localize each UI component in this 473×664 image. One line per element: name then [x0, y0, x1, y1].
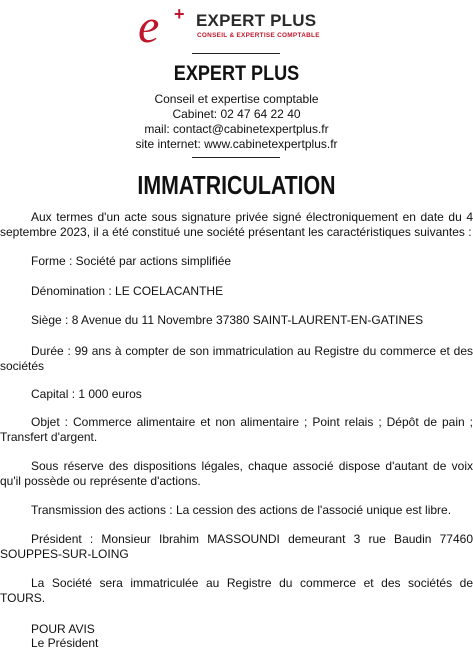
paragraph-form: Forme : Société par actions simplifiée — [31, 254, 232, 268]
notice-title: IMMATRICULATION — [137, 170, 336, 200]
paragraph-duration: Durée : 99 ans à compter de son immatriculation au Registre du commerce et des sociétés — [0, 344, 473, 373]
divider-bottom — [192, 157, 280, 158]
closing-for-notice: POUR AVIS — [31, 622, 95, 636]
paragraph-purpose: Objet : Commerce alimentaire et non alimentaire ; Point relais ; Dépôt de pain ; Transfert d'argent. — [0, 415, 473, 444]
svg-text:+: + — [174, 4, 185, 24]
firm-description: Conseil et expertise comptable — [154, 92, 319, 106]
company-logo — [136, 4, 341, 44]
paragraph-headquarters: Siège : 8 Avenue du 11 Novembre 37380 SAINT-LAURENT-EN-GATINES — [31, 313, 424, 327]
paragraph-transfer: Transmission des actions : La cession des actions de l'associé unique est libre. — [31, 503, 452, 517]
firm-title: EXPERT PLUS — [173, 62, 300, 85]
logo-name: EXPERT PLUS — [196, 11, 317, 30]
logo-e-mark-icon — [136, 4, 198, 46]
divider-top — [192, 53, 280, 54]
firm-website: site internet: www.cabinetexpertplus.fr — [135, 137, 338, 151]
firm-email: mail: contact@cabinetexpertplus.fr — [144, 122, 329, 136]
paragraph-intro: Aux termes d'un acte sous signature privée signé électroniquement en date du 4 septembre 2023, il a été constitué une société présentant les caractéristiques suivantes : — [0, 210, 473, 239]
firm-phone: Cabinet: 02 47 64 22 40 — [172, 107, 301, 121]
paragraph-president: Président : Monsieur Ibrahim MASSOUNDI demeurant 3 rue Baudin 77460 SOUPPES-SUR-LOING — [0, 532, 473, 561]
closing-signatory: Le Président — [31, 636, 99, 650]
paragraph-name: Dénomination : LE COELACANTHE — [31, 284, 224, 298]
paragraph-capital: Capital : 1 000 euros — [31, 387, 142, 401]
svg-text:e: e — [138, 4, 160, 46]
paragraph-registration: La Société sera immatriculée au Registre du commerce et des sociétés de TOURS. — [0, 576, 473, 605]
logo-tagline: CONSEIL & EXPERTISE COMPTABLE — [197, 32, 320, 39]
paragraph-votes: Sous réserve des dispositions légales, chaque associé dispose d'autant de voix qu'il possède ou représente d'actions. — [0, 459, 473, 488]
